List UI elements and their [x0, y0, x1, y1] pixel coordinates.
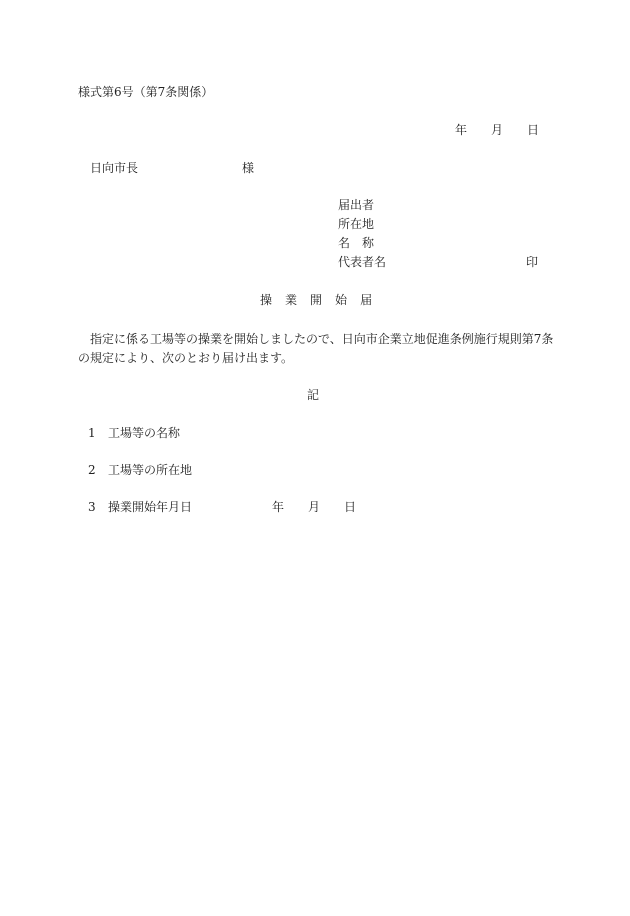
list-item — [88, 425, 192, 462]
item-list — [88, 425, 357, 536]
form-number: 様式第6号（第7条関係） — [78, 85, 214, 99]
applicant-label: 届出者 — [338, 198, 375, 212]
applicant-representative-label: 代表者名 — [338, 255, 387, 269]
applicant-address-label: 所在地 — [338, 217, 375, 231]
start-date-month: 月 — [308, 500, 321, 514]
applicant-name-label: 名 称 — [338, 236, 375, 250]
addressee — [90, 160, 255, 176]
item-label: 操業開始年月日 — [108, 500, 193, 514]
list-item — [88, 462, 192, 499]
start-date-blank — [272, 499, 356, 515]
title-char: 業 — [285, 293, 298, 307]
date-month: 月 — [491, 123, 504, 137]
title-char: 操 — [260, 293, 273, 307]
date-day: 日 — [527, 123, 540, 137]
list-item — [88, 499, 357, 536]
item-number: 2 — [88, 463, 96, 477]
title-char: 開 — [310, 293, 323, 307]
addressee-name: 日向市長 — [90, 161, 139, 175]
applicant-representative-row — [338, 253, 539, 272]
applicant-block — [338, 196, 539, 272]
date-year: 年 — [455, 123, 468, 137]
document-title — [260, 292, 385, 308]
item-label: 工場等の名称 — [108, 426, 181, 440]
item-label: 工場等の所在地 — [108, 463, 193, 477]
title-char: 届 — [360, 293, 373, 307]
item-number: 1 — [88, 426, 96, 440]
addressee-honorific: 様 — [242, 161, 255, 175]
title-char: 始 — [335, 293, 348, 307]
start-date-day: 日 — [344, 500, 357, 514]
start-date-year: 年 — [272, 500, 285, 514]
body-paragraph: 指定に係る工場等の操業を開始しましたので、日向市企業立地促進条例施行規則第7条の規定により、次のとおり届け出ます。 — [78, 332, 554, 365]
ki-heading: 記 — [307, 388, 320, 402]
seal-mark: 印 — [526, 255, 539, 269]
submission-date — [455, 122, 539, 138]
item-number: 3 — [88, 500, 96, 514]
